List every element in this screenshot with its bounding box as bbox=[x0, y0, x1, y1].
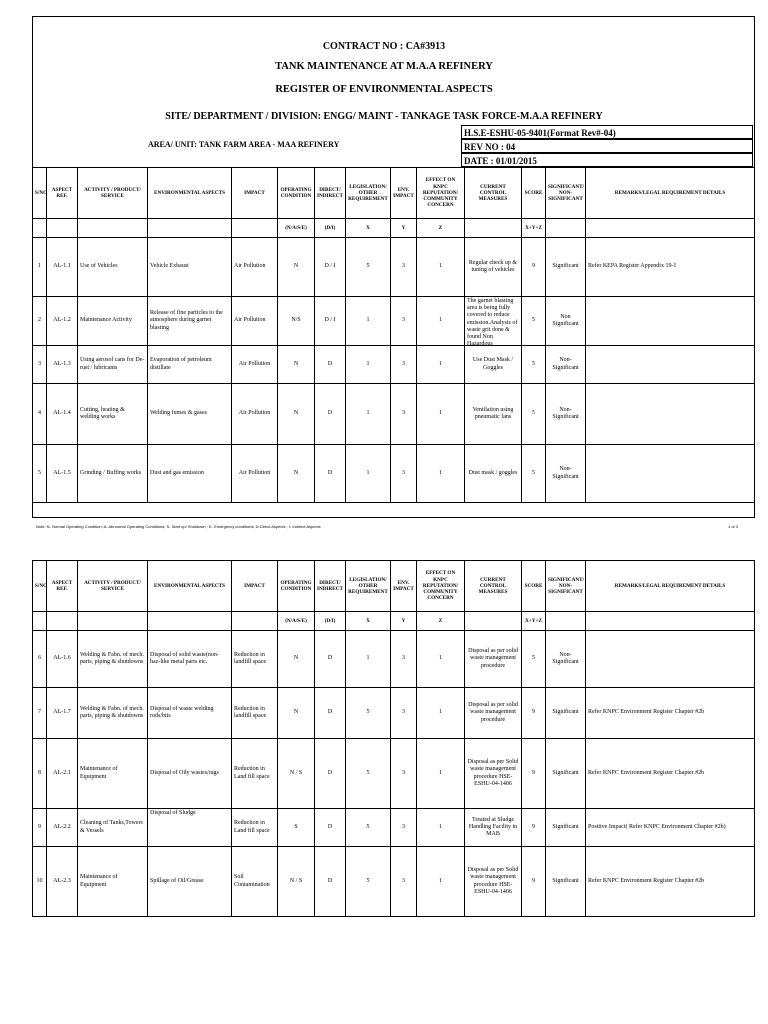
project-title: TANK MAINTENANCE AT M.A.A REFINERY bbox=[275, 61, 493, 72]
cell-env-aspect: Disposal of Oily wastes/rags bbox=[148, 739, 232, 809]
col-remarks: REMARKS/LEGAL REQUIREMENT DETAILS bbox=[586, 561, 755, 612]
footnote: Note: N- Normal Operating Condition; A- Abnormal Operating Conditions; S- Start up/ Shutdown ; E- Emergency conditions; D-Direct Aspects ; I- Indirect Aspects bbox=[36, 524, 321, 529]
cell-legislation-x: 5 bbox=[346, 809, 391, 847]
cell-env-impact-y: 3 bbox=[391, 384, 417, 445]
cell-remarks: Refer KNPC Environment Register Chapter #2b bbox=[586, 739, 755, 809]
cell-significance: Non-Significant bbox=[546, 384, 586, 445]
col-remarks: REMARKS/LEGAL REQUIREMENT DETAILS bbox=[586, 168, 755, 219]
col-significant: SIGNIFICANT/ NON-SIGNIFICANT bbox=[546, 168, 586, 219]
cell-aspect-ref: AL-1.6 bbox=[47, 631, 78, 688]
cell-control: Treated at Sludge Handling Facility in MAB bbox=[465, 809, 522, 847]
header-cell-blank bbox=[148, 219, 232, 238]
cell-operating: S bbox=[278, 809, 315, 847]
cell-aspect-ref: AL-1.2 bbox=[47, 297, 78, 346]
cell-activity: Grinding / Buffing works bbox=[78, 445, 148, 503]
cell-operating: N bbox=[278, 346, 315, 384]
cell-env-aspect: Evaporation of petroleum distillate bbox=[148, 346, 232, 384]
register-title: REGISTER OF ENVIRONMENTAL ASPECTS bbox=[275, 84, 493, 95]
cell-direct: D bbox=[315, 445, 346, 503]
col-direct: DIRECT/ INDIRECT bbox=[315, 561, 346, 612]
sub-z: Z bbox=[417, 612, 465, 631]
cell-remarks bbox=[586, 445, 755, 503]
sub-score: X+Y+Z bbox=[522, 612, 546, 631]
cell-operating: N / S bbox=[278, 847, 315, 917]
cell-operating: N bbox=[278, 384, 315, 445]
cell-score: 5 bbox=[522, 384, 546, 445]
cell-operating: N / S bbox=[278, 739, 315, 809]
revision-number: REV NO : 04 bbox=[461, 139, 753, 153]
cell-effect-z: 1 bbox=[417, 346, 465, 384]
cell-legislation-x: 1 bbox=[346, 384, 391, 445]
cell-impact: Air Pollution bbox=[232, 346, 278, 384]
cell-remarks: Refer KNPC Environment Register Chapter #2b bbox=[586, 847, 755, 917]
table-row bbox=[33, 631, 755, 688]
cell-control: Use Dust Mask / Goggles bbox=[465, 346, 522, 384]
cell-env-aspect: Spillage of Oil/Grease bbox=[148, 847, 232, 917]
table-row bbox=[33, 238, 755, 297]
cell-operating: N bbox=[278, 688, 315, 739]
cell-direct: D bbox=[315, 809, 346, 847]
format-number: H.S.E-ESHU-05-9401(Format Rev#-04) bbox=[461, 125, 753, 139]
cell-legislation-x: 5 bbox=[346, 739, 391, 809]
cell-env-impact-y: 3 bbox=[391, 631, 417, 688]
cell-direct: D bbox=[315, 384, 346, 445]
cell-effect-z: 1 bbox=[417, 445, 465, 503]
header-cell-blank bbox=[47, 219, 78, 238]
aspects-table-page-1 bbox=[32, 167, 755, 503]
cell-activity: Cleaning of Tanks,Towers & Vessels bbox=[78, 809, 148, 847]
page-number: 1 of 3 bbox=[727, 524, 738, 529]
cell-remarks: Refer KNPC Environment Register Chapter #2b bbox=[586, 688, 755, 739]
area-unit: AREA/ UNIT: TANK FARM AREA - MAA REFINERY bbox=[148, 140, 340, 149]
sub-operating: (N/A/S/E) bbox=[278, 612, 315, 631]
cell-env-aspect: Release of fine particles to the atmosphere during garnet blasting bbox=[148, 297, 232, 346]
cell-control: Ventilation using pneumatic fans bbox=[465, 384, 522, 445]
cell-env-impact-y: 3 bbox=[391, 739, 417, 809]
cell-sno: 3 bbox=[33, 346, 47, 384]
col-activity: ACTIVITY / PRODUCT/ SERVICE bbox=[78, 561, 148, 612]
cell-impact: Air Pollution bbox=[232, 238, 278, 297]
cell-remarks bbox=[586, 346, 755, 384]
sub-operating: (N/A/S/E) bbox=[278, 219, 315, 238]
col-aspect-ref: ASPECT REF. bbox=[47, 561, 78, 612]
table-row bbox=[33, 445, 755, 503]
cell-legislation-x: 5 bbox=[346, 238, 391, 297]
control-text: The garnet blasting area is being fully covered to reduce emission.Analysis of waste grit done & found Non Hazardous bbox=[467, 298, 518, 348]
cell-significance: Non-Significant bbox=[546, 631, 586, 688]
cell-score: 5 bbox=[522, 346, 546, 384]
sub-z: Z bbox=[417, 219, 465, 238]
col-direct: DIRECT/ INDIRECT bbox=[315, 168, 346, 219]
cell-score: 9 bbox=[522, 847, 546, 917]
cell-env-aspect: Welding fumes & gases bbox=[148, 384, 232, 445]
table-row bbox=[33, 809, 755, 847]
cell-activity: Maintenance of Equipment bbox=[78, 739, 148, 809]
col-env-impact: ENV. IMPACT bbox=[391, 561, 417, 612]
cell-impact: Soil Contamination bbox=[232, 847, 278, 917]
cell-aspect-ref: AL-1.5 bbox=[47, 445, 78, 503]
cell-significance: Significant bbox=[546, 238, 586, 297]
cell-impact: Air Pollution bbox=[232, 384, 278, 445]
cell-direct: D / I bbox=[315, 297, 346, 346]
cell-impact: Air Pollution bbox=[232, 445, 278, 503]
cell-sno: 6 bbox=[33, 631, 47, 688]
cell-env-impact-y: 3 bbox=[391, 847, 417, 917]
cell-significance: Non-Significant bbox=[546, 445, 586, 503]
cell-significance: Non Significant bbox=[546, 297, 586, 346]
cell-env-aspect: Disposal of solid waste(non-haz-like metal parts etc. bbox=[148, 631, 232, 688]
col-env-aspects: ENVIRONMENTAL ASPECTS bbox=[148, 168, 232, 219]
cell-score: 9 bbox=[522, 238, 546, 297]
cell-sno: 1 bbox=[33, 238, 47, 297]
col-env-impact: ENV. IMPACT bbox=[391, 168, 417, 219]
cell-operating: N bbox=[278, 238, 315, 297]
cell-remarks: Positive Impact( Refer KNPC Environment Chapter #2b) bbox=[586, 809, 755, 847]
cell-significance: Significant bbox=[546, 688, 586, 739]
table-header-row bbox=[33, 168, 755, 219]
cell-activity: Cutting, heating & welding works bbox=[78, 384, 148, 445]
cell-env-aspect: Disposal of waste welding rods/bits bbox=[148, 688, 232, 739]
header-cell-blank bbox=[78, 219, 148, 238]
table-row bbox=[33, 297, 755, 346]
header-cell-blank bbox=[546, 612, 586, 631]
cell-effect-z: 1 bbox=[417, 384, 465, 445]
cell-direct: D bbox=[315, 688, 346, 739]
sub-y: Y bbox=[391, 219, 417, 238]
table-row bbox=[33, 847, 755, 917]
cell-env-impact-y: 3 bbox=[391, 238, 417, 297]
cell-impact: Reduction in landfill space bbox=[232, 631, 278, 688]
cell-activity: Using aerosol cans for De-rust / lubricants bbox=[78, 346, 148, 384]
cell-aspect-ref: AL-1.3 bbox=[47, 346, 78, 384]
col-env-aspects: ENVIRONMENTAL ASPECTS bbox=[148, 561, 232, 612]
cell-control: Regular check up & tuning of vehicles bbox=[465, 238, 522, 297]
cell-control: Disposal as per Solid waste management procedure HSE-ESHU-04-1406 bbox=[465, 847, 522, 917]
table-subheader-row bbox=[33, 219, 755, 238]
col-effect: EFFECT ON KNPC REPUTATION/ COMMUNITY CONCERN bbox=[417, 168, 465, 219]
col-operating: OPERATING CONDITION bbox=[278, 168, 315, 219]
cell-env-aspect: Dust and gas emission bbox=[148, 445, 232, 503]
header-cell-blank bbox=[148, 612, 232, 631]
cell-direct: D bbox=[315, 346, 346, 384]
cell-env-impact-y: 3 bbox=[391, 297, 417, 346]
header-cell-blank bbox=[47, 612, 78, 631]
cell-aspect-ref: AL-1.1 bbox=[47, 238, 78, 297]
contract-number: CONTRACT NO : CA#3913 bbox=[322, 41, 446, 52]
col-significant: SIGNIFICANT/ NON-SIGNIFICANT bbox=[546, 561, 586, 612]
col-legislation: LEGISLATION/ OTHER REQUIREMENT bbox=[346, 168, 391, 219]
table-row bbox=[33, 384, 755, 445]
cell-significance: Significant bbox=[546, 847, 586, 917]
cell-control: Disposal as per solid waste management procedure bbox=[465, 688, 522, 739]
sub-direct: (D/I) bbox=[315, 612, 346, 631]
cell-direct: D bbox=[315, 631, 346, 688]
cell-control: Disposal as per solid waste management procedure bbox=[465, 631, 522, 688]
col-score: SCORE bbox=[522, 168, 546, 219]
cell-effect-z: 1 bbox=[417, 631, 465, 688]
cell-direct: D bbox=[315, 847, 346, 917]
col-activity: ACTIVITY / PRODUCT/ SERVICE bbox=[78, 168, 148, 219]
table-subheader-row bbox=[33, 612, 755, 631]
col-legislation: LEGISLATION/ OTHER REQUIREMENT bbox=[346, 561, 391, 612]
cell-env-impact-y: 3 bbox=[391, 445, 417, 503]
col-score: SCORE bbox=[522, 561, 546, 612]
header-cell-blank bbox=[465, 219, 522, 238]
cell-aspect-ref: AL-2.3 bbox=[47, 847, 78, 917]
table-header-row bbox=[33, 561, 755, 612]
cell-effect-z: 1 bbox=[417, 688, 465, 739]
cell-score: 5 bbox=[522, 631, 546, 688]
document-date: DATE : 01/01/2015 bbox=[461, 153, 753, 167]
cell-significance: Significant bbox=[546, 739, 586, 809]
cell-operating: N bbox=[278, 631, 315, 688]
cell-sno: 5 bbox=[33, 445, 47, 503]
cell-direct: D bbox=[315, 739, 346, 809]
cell-remarks bbox=[586, 297, 755, 346]
cell-remarks bbox=[586, 384, 755, 445]
header-cell-blank bbox=[546, 219, 586, 238]
table-row bbox=[33, 346, 755, 384]
cell-significance: Significant bbox=[546, 809, 586, 847]
cell-sno: 8 bbox=[33, 739, 47, 809]
cell-control: Dust mask / goggles bbox=[465, 445, 522, 503]
cell-impact: Reduction in landfill space bbox=[232, 688, 278, 739]
cell-score: 5 bbox=[522, 297, 546, 346]
sub-x: X bbox=[346, 219, 391, 238]
col-controls: CURRENT CONTROL MEASURES bbox=[465, 561, 522, 612]
cell-score: 5 bbox=[522, 445, 546, 503]
col-controls: CURRENT CONTROL MEASURES bbox=[465, 168, 522, 219]
cell-operating: N bbox=[278, 445, 315, 503]
cell-direct: D / I bbox=[315, 238, 346, 297]
cell-env-impact-y: 3 bbox=[391, 809, 417, 847]
cell-remarks bbox=[586, 631, 755, 688]
cell-significance: Non-Significant bbox=[546, 346, 586, 384]
col-impact: IMPACT bbox=[232, 168, 278, 219]
aspects-table-page-2 bbox=[32, 560, 755, 917]
cell-score: 9 bbox=[522, 809, 546, 847]
cell-env-aspect: Disposal of Sludge bbox=[148, 809, 232, 847]
header-cell-blank bbox=[586, 612, 755, 631]
cell-activity: Welding & Fabn. of mech. parts, piping & shutdowns bbox=[78, 688, 148, 739]
header-cell-blank bbox=[232, 219, 278, 238]
cell-legislation-x: 5 bbox=[346, 847, 391, 917]
cell-legislation-x: 1 bbox=[346, 297, 391, 346]
cell-operating: N/S bbox=[278, 297, 315, 346]
cell-env-aspect: Vehicle Exhaust bbox=[148, 238, 232, 297]
header-cell-blank bbox=[33, 612, 47, 631]
page-2 bbox=[0, 548, 768, 1024]
cell-remarks: Refer KEPA Register Appendix 19-1 bbox=[586, 238, 755, 297]
sub-score: X+Y+Z bbox=[522, 219, 546, 238]
cell-effect-z: 1 bbox=[417, 809, 465, 847]
col-aspect-ref: ASPECT REF. bbox=[47, 168, 78, 219]
cell-sno: 9 bbox=[33, 809, 47, 847]
col-operating: OPERATING CONDITION bbox=[278, 561, 315, 612]
col-sno: S/NO bbox=[33, 561, 47, 612]
cell-legislation-x: 1 bbox=[346, 346, 391, 384]
cell-activity: Maintenance of Equipment bbox=[78, 847, 148, 917]
cell-legislation-x: 1 bbox=[346, 445, 391, 503]
col-effect: EFFECT ON KNPC REPUTATION/ COMMUNITY CONCERN bbox=[417, 561, 465, 612]
sub-y: Y bbox=[391, 612, 417, 631]
cell-aspect-ref: AL-2.1 bbox=[47, 739, 78, 809]
table-row bbox=[33, 688, 755, 739]
cell-sno: 7 bbox=[33, 688, 47, 739]
cell-impact: Reduction in Land fill space bbox=[232, 809, 278, 847]
cell-legislation-x: 1 bbox=[346, 631, 391, 688]
sub-direct: (D/I) bbox=[315, 219, 346, 238]
cell-sno: 4 bbox=[33, 384, 47, 445]
cell-effect-z: 1 bbox=[417, 739, 465, 809]
cell-activity: Welding & Fabn. of mech. parts, piping & shutdowns bbox=[78, 631, 148, 688]
cell-aspect-ref: AL-2.2 bbox=[47, 809, 78, 847]
col-sno: S/NO bbox=[33, 168, 47, 219]
cell-impact: Reduction in Land fill space bbox=[232, 739, 278, 809]
cell-impact: Air Pollution bbox=[232, 297, 278, 346]
cell-effect-z: 1 bbox=[417, 238, 465, 297]
cell-effect-z: 1 bbox=[417, 297, 465, 346]
cell-env-impact-y: 3 bbox=[391, 346, 417, 384]
cell-legislation-x: 5 bbox=[346, 688, 391, 739]
header-cell-blank bbox=[33, 219, 47, 238]
cell-control bbox=[465, 297, 522, 346]
cell-control: Disposal as per Solid waste management procedure HSE-ESHU-04-1406 bbox=[465, 739, 522, 809]
cell-activity: Use of Vehicles bbox=[78, 238, 148, 297]
header-cell-blank bbox=[78, 612, 148, 631]
cell-score: 9 bbox=[522, 739, 546, 809]
cell-sno: 2 bbox=[33, 297, 47, 346]
header-cell-blank bbox=[586, 219, 755, 238]
cell-effect-z: 1 bbox=[417, 847, 465, 917]
sub-x: X bbox=[346, 612, 391, 631]
cell-env-impact-y: 3 bbox=[391, 688, 417, 739]
site-department: SITE/ DEPARTMENT / DIVISION: ENGG/ MAINT - TANKAGE TASK FORCE-M.A.A REFINERY bbox=[165, 111, 603, 122]
header-cell-blank bbox=[465, 612, 522, 631]
cell-sno: 10 bbox=[33, 847, 47, 917]
header-cell-blank bbox=[232, 612, 278, 631]
cell-score: 9 bbox=[522, 688, 546, 739]
cell-activity: Maintenance Activity bbox=[78, 297, 148, 346]
cell-aspect-ref: AL-1.4 bbox=[47, 384, 78, 445]
col-impact: IMPACT bbox=[232, 561, 278, 612]
cell-aspect-ref: AL-1.7 bbox=[47, 688, 78, 739]
table-row bbox=[33, 739, 755, 809]
